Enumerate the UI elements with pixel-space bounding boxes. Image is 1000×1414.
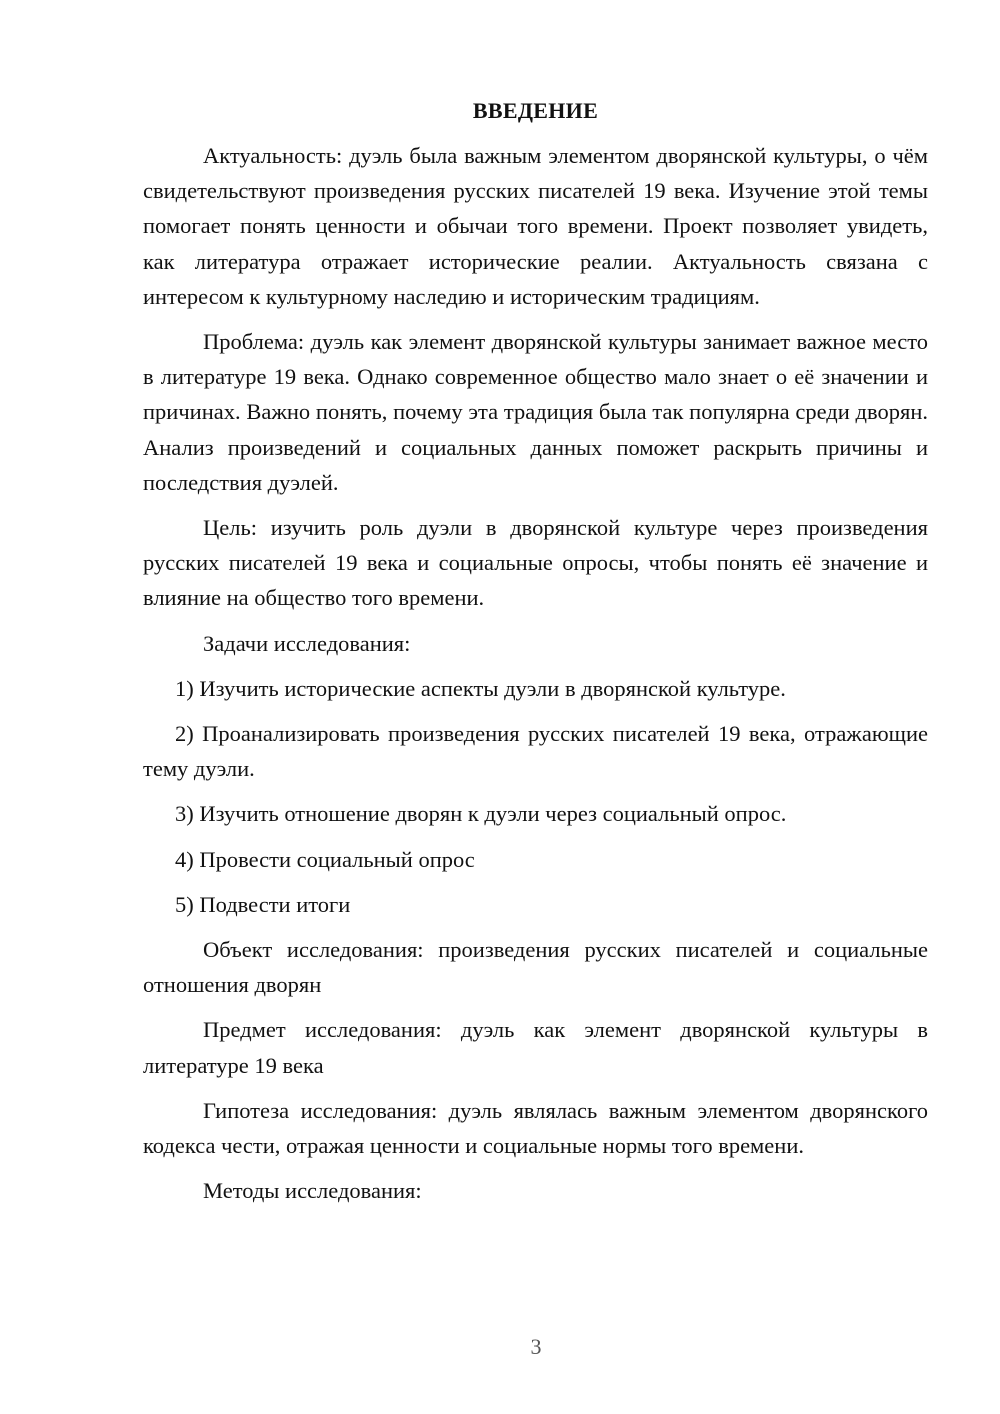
task-item-2: 2) Проанализировать произведения русских писателей 19 века, отражающие тему дуэли.	[143, 721, 928, 782]
page-number: 3	[530, 1334, 542, 1359]
hypothesis-paragraph: Гипотеза исследования: дуэль являлась важным элементом дворянского кодекса чести, отражая ценности и социальные нормы того времени.	[143, 1097, 928, 1159]
task-item-3: 3) Изучить отношение дворян к дуэли через социальный опрос.	[175, 801, 787, 827]
page-title: ВВЕДЕНИЕ	[472, 98, 599, 123]
methods-heading: Методы исследования:	[203, 1178, 422, 1204]
problem-paragraph: Проблема: дуэль как элемент дворянской культуры занимает важное место в литературе 19 века. Однако современное общество мало знает о её значении и причинах. Важно понять, почему эта традиция была так популярна среди дворян. Анализ произведений и социальных данных поможет раскрыть причины и последствия дуэлей.	[143, 329, 928, 495]
task-item-1: 1) Изучить исторические аспекты дуэли в дворянской культуре.	[175, 675, 786, 701]
task-item-5: 5) Подвести итоги	[175, 891, 351, 917]
page-content	[143, 94, 928, 1218]
tasks-heading: Задачи исследования:	[203, 630, 411, 656]
subject-paragraph: Предмет исследования: дуэль как элемент дворянской культуры в литературе 19 века	[143, 1017, 928, 1078]
relevance-paragraph: Актуальность: дуэль была важным элементом дворянской культуры, о чём свидетельствуют произведения русских писателей 19 века. Изучение этой темы помогает понять ценности и обычаи того времени. Проект позволяет увидеть, как литература отражает исторические реалии. Актуальность связана с интересом к культурному наследию и историческим традициям.	[143, 143, 928, 309]
object-paragraph: Объект исследования: произведения русских писателей и социальные отношения дворян	[143, 937, 928, 998]
goal-paragraph: Цель: изучить роль дуэли в дворянской культуре через произведения русских писателей 19 века и социальные опросы, чтобы понять её значение и влияние на общество того времени.	[143, 515, 928, 611]
task-item-4: 4) Провести социальный опрос	[175, 846, 475, 872]
